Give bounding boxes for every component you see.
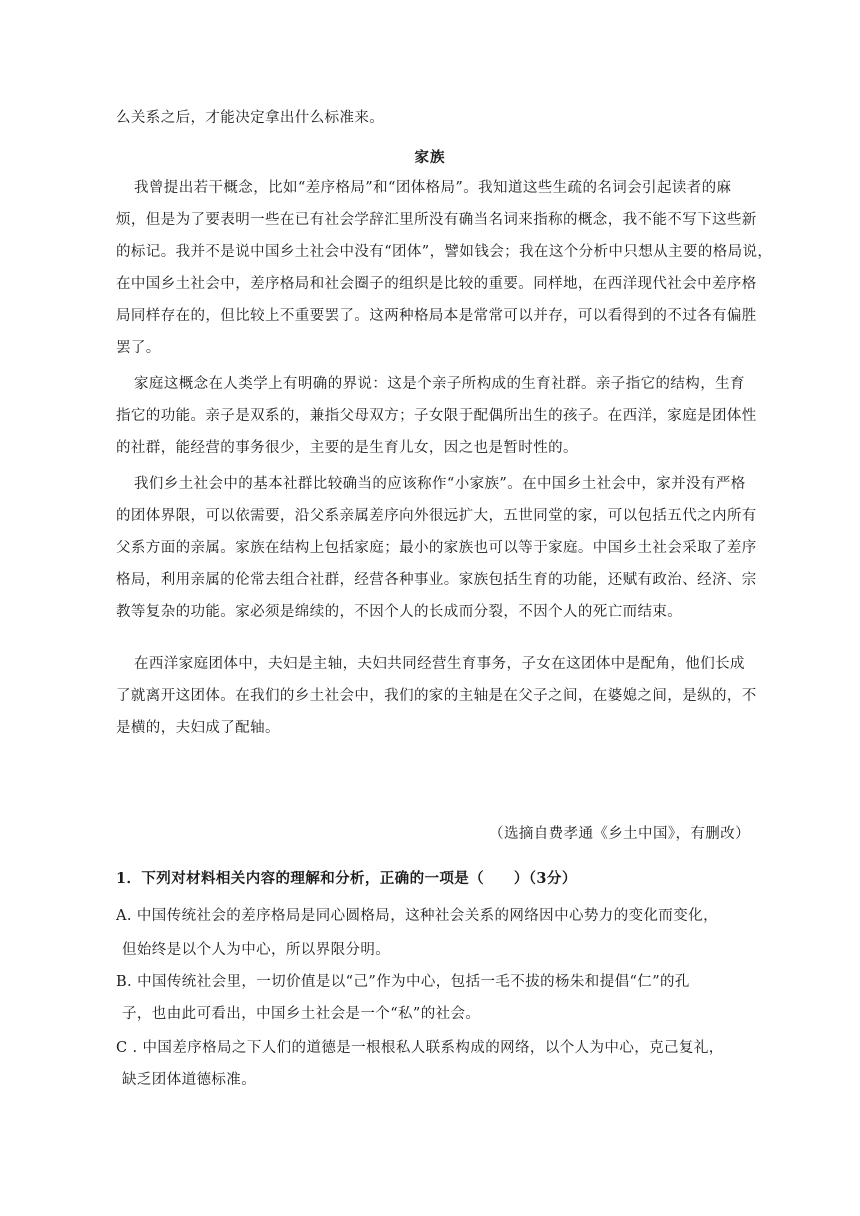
- paragraph-line: 父系方面的亲属。家族在结构上包括家庭；最小的家族也可以等于家庭。中国乡土社会采取了差序: [116, 540, 757, 556]
- source-note: （选摘自费孝通《乡土中国》，有删改）: [489, 826, 750, 842]
- option-c-line: 缺乏团体道德标准。: [122, 1072, 257, 1088]
- option-a-line: 但始终是以个人为中心，所以界限分明。: [122, 942, 391, 958]
- option-a-line: A. 中国传统社会的差序格局是同心圆格局，这种社会关系的网络因中心势力的变化而变化，: [116, 908, 718, 924]
- paragraph-line: 家庭这概念在人类学上有明确的界说：这是个亲子所构成的生育社群。亲子指它的结构，生育: [134, 376, 745, 392]
- paragraph-line: 教等复杂的功能。家必须是绵续的，不因个人的长成而分裂，不因个人的死亡而结束。: [116, 604, 683, 620]
- paragraph-line: 是横的，夫妇成了配轴。: [116, 720, 280, 736]
- paragraph-line: 的团体界限，可以依需要，沿父系亲属差序向外很远扩大，五世同堂的家，可以包括五代之内所有: [116, 508, 757, 524]
- option-b-line: 子，也由此可看出，中国乡土社会是一个“私”的社会。: [122, 1006, 481, 1022]
- paragraph-line: 局同样存在的，但比较上不重要罢了。这两种格局本是常常可以并存，可以看得到的不过各有偏胜: [116, 308, 757, 324]
- lead-line: 么关系之后，才能决定拿出什么标准来。: [116, 110, 385, 126]
- paragraph-line: 我们乡土社会中的基本社群比较确当的应该称作“小家族”。在中国乡土社会中，家并没有严格: [134, 476, 746, 492]
- paragraph-line: 的标记。我并不是说中国乡土社会中没有“团体”，譬如钱会；我在这个分析中只想从主要的格局说，: [116, 244, 773, 260]
- paragraph-line: 在中国乡土社会中，差序格局和社会圈子的组织是比较的重要。同样地，在西洋现代社会中差序格: [116, 276, 757, 292]
- paragraph-line: 烦，但是为了要表明一些在已有社会学辞汇里所没有确当名词来指称的概念，我不能不写下这些新: [116, 212, 757, 228]
- section-title: 家族: [414, 149, 446, 166]
- paragraph-line: 我曾提出若干概念，比如“差序格局”和“团体格局”。我知道这些生疏的名词会引起读者的麻: [134, 180, 732, 196]
- option-b-line: B. 中国传统社会里，一切价值是以“己”作为中心，包括一毛不拔的杨朱和提倡“仁”的孔: [116, 974, 690, 990]
- question-stem: 1．下列对材料相关内容的理解和分析，正确的一项是（ ）（3分）: [116, 870, 577, 887]
- option-c-line: C . 中国差序格局之下人们的道德是一根根私人联系构成的网络，以个人为中心，克己复礼，: [116, 1040, 724, 1056]
- paragraph-line: 罢了。: [116, 340, 161, 356]
- paragraph-line: 在西洋家庭团体中，夫妇是主轴，夫妇共同经营生育事务，子女在这团体中是配角，他们长成: [134, 656, 745, 672]
- paragraph-line: 格局，利用亲属的伦常去组合社群，经营各种事业。家族包括生育的功能，还赋有政治、经济、宗: [116, 572, 757, 588]
- paragraph-line: 了就离开这团体。在我们的乡土社会中，我们的家的主轴是在父子之间，在婆媳之间，是纵的，不: [116, 688, 757, 704]
- paragraph-line: 的社群，能经营的事务很少，主要的是生育儿女，因之也是暂时性的。: [116, 440, 578, 456]
- paragraph-line: 指它的功能。亲子是双系的，兼指父母双方；子女限于配偶所出生的孩子。在西洋，家庭是团体性: [116, 408, 757, 424]
